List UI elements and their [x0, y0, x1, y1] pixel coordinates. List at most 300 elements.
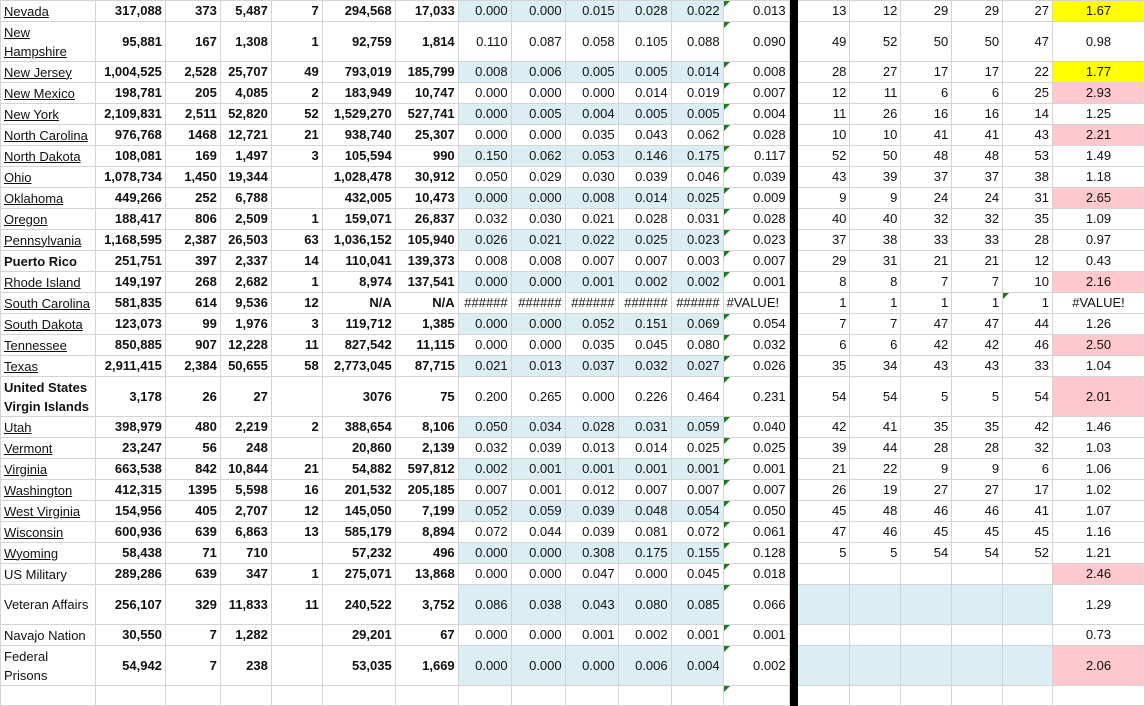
col4-cell[interactable]: 432,005 — [322, 188, 395, 209]
average-cell[interactable]: 0.026 — [723, 356, 789, 377]
ratio1-cell[interactable]: 0.050 — [458, 167, 511, 188]
ratio4-cell[interactable]: 0.043 — [618, 125, 671, 146]
col3-cell[interactable]: 21 — [271, 459, 322, 480]
region-name[interactable]: Puerto Rico — [4, 253, 77, 269]
rank1-cell[interactable]: 49 — [797, 22, 850, 62]
rank4-cell[interactable]: 45 — [952, 522, 1003, 543]
total-cell[interactable]: 412,315 — [95, 480, 165, 501]
rank2-cell[interactable]: 8 — [850, 272, 901, 293]
region-name-cell[interactable] — [1, 230, 96, 251]
col3-cell[interactable] — [271, 438, 322, 459]
rank5-cell[interactable] — [1003, 646, 1053, 686]
col5-cell[interactable]: 26,837 — [395, 209, 458, 230]
region-name-cell[interactable] — [1, 1, 96, 22]
region-name[interactable]: New Mexico — [4, 85, 75, 101]
col3-cell[interactable]: 1 — [271, 564, 322, 585]
rank5-cell[interactable]: 32 — [1003, 438, 1053, 459]
rank2-cell[interactable]: 12 — [850, 1, 901, 22]
col2-cell[interactable]: 2,337 — [220, 251, 271, 272]
average-cell[interactable]: 0.039 — [723, 167, 789, 188]
score-cell[interactable]: 0.97 — [1052, 230, 1144, 251]
rank3-cell[interactable]: 37 — [901, 167, 952, 188]
rank1-cell[interactable]: 28 — [797, 62, 850, 83]
rank5-cell[interactable]: 47 — [1003, 22, 1053, 62]
rank4-cell[interactable]: 32 — [952, 209, 1003, 230]
score-cell[interactable]: 1.02 — [1052, 480, 1144, 501]
col4-cell[interactable]: 585,179 — [322, 522, 395, 543]
col4-cell[interactable]: 275,071 — [322, 564, 395, 585]
rank1-cell[interactable]: 11 — [797, 104, 850, 125]
average-cell[interactable]: 0.001 — [723, 272, 789, 293]
rank5-cell[interactable]: 43 — [1003, 125, 1053, 146]
rank4-cell[interactable] — [952, 564, 1003, 585]
rank3-cell[interactable]: 42 — [901, 335, 952, 356]
score-cell[interactable]: 1.49 — [1052, 146, 1144, 167]
col5-cell[interactable]: 139,373 — [395, 251, 458, 272]
ratio3-cell[interactable]: 0.001 — [565, 272, 618, 293]
rank5-cell[interactable]: 38 — [1003, 167, 1053, 188]
score-cell[interactable]: 1.16 — [1052, 522, 1144, 543]
ratio1-cell[interactable]: 0.000 — [458, 646, 511, 686]
rank1-cell[interactable]: 7 — [797, 314, 850, 335]
ratio3-cell[interactable]: 0.022 — [565, 230, 618, 251]
col1-cell[interactable]: 169 — [165, 146, 220, 167]
ratio5-cell[interactable]: 0.003 — [671, 251, 723, 272]
col5-cell[interactable]: 496 — [395, 543, 458, 564]
rank3-cell[interactable] — [901, 686, 952, 706]
rank3-cell[interactable] — [901, 646, 952, 686]
region-name[interactable]: Nevada — [4, 3, 49, 19]
rank1-cell[interactable] — [797, 686, 850, 706]
rank4-cell[interactable]: 37 — [952, 167, 1003, 188]
total-cell[interactable]: 289,286 — [95, 564, 165, 585]
rank5-cell[interactable] — [1003, 686, 1053, 706]
col5-cell[interactable]: 185,799 — [395, 62, 458, 83]
col2-cell[interactable]: 710 — [220, 543, 271, 564]
score-cell[interactable]: 2.65 — [1052, 188, 1144, 209]
col5-cell[interactable]: 25,307 — [395, 125, 458, 146]
score-cell[interactable]: 1.03 — [1052, 438, 1144, 459]
rank3-cell[interactable]: 28 — [901, 438, 952, 459]
rank5-cell[interactable]: 45 — [1003, 522, 1053, 543]
average-cell[interactable]: #VALUE! — [723, 293, 789, 314]
score-cell[interactable]: 2.50 — [1052, 335, 1144, 356]
col2-cell[interactable]: 2,219 — [220, 417, 271, 438]
col3-cell[interactable]: 3 — [271, 314, 322, 335]
ratio3-cell[interactable]: 0.037 — [565, 356, 618, 377]
rank5-cell[interactable] — [1003, 625, 1053, 646]
region-name[interactable]: Oregon — [4, 211, 48, 227]
col3-cell[interactable] — [271, 188, 322, 209]
col1-cell[interactable]: 1,450 — [165, 167, 220, 188]
average-cell[interactable]: 0.007 — [723, 480, 789, 501]
rank3-cell[interactable]: 48 — [901, 146, 952, 167]
average-cell[interactable]: 0.061 — [723, 522, 789, 543]
col3-cell[interactable]: 16 — [271, 480, 322, 501]
ratio3-cell[interactable]: 0.030 — [565, 167, 618, 188]
col3-cell[interactable]: 1 — [271, 272, 322, 293]
rank3-cell[interactable]: 1 — [901, 293, 952, 314]
rank2-cell[interactable] — [850, 625, 901, 646]
score-cell[interactable]: 1.25 — [1052, 104, 1144, 125]
col5-cell[interactable]: 10,473 — [395, 188, 458, 209]
rank5-cell[interactable]: 14 — [1003, 104, 1053, 125]
col4-cell[interactable]: 53,035 — [322, 646, 395, 686]
region-name[interactable]: Vermont — [4, 440, 53, 456]
col4-cell[interactable]: 2,773,045 — [322, 356, 395, 377]
ratio5-cell[interactable]: 0.072 — [671, 522, 723, 543]
rank5-cell[interactable]: 42 — [1003, 417, 1053, 438]
rank1-cell[interactable]: 10 — [797, 125, 850, 146]
region-name[interactable]: Utah — [4, 419, 32, 435]
col5-cell[interactable]: 10,747 — [395, 83, 458, 104]
ratio5-cell[interactable]: ###### — [671, 293, 723, 314]
region-name[interactable]: Washington — [4, 482, 73, 498]
ratio5-cell[interactable]: 0.155 — [671, 543, 723, 564]
rank4-cell[interactable]: 5 — [952, 377, 1003, 417]
col1-cell[interactable]: 205 — [165, 83, 220, 104]
ratio4-cell[interactable]: 0.032 — [618, 356, 671, 377]
score-cell[interactable]: 1.21 — [1052, 543, 1144, 564]
rank3-cell[interactable]: 50 — [901, 22, 952, 62]
region-name[interactable]: West Virginia — [4, 503, 81, 519]
col1-cell[interactable]: 56 — [165, 438, 220, 459]
ratio5-cell[interactable]: 0.002 — [671, 272, 723, 293]
region-name[interactable]: New York — [4, 106, 59, 122]
score-cell[interactable]: 1.09 — [1052, 209, 1144, 230]
average-cell[interactable]: 0.090 — [723, 22, 789, 62]
rank3-cell[interactable]: 5 — [901, 377, 952, 417]
col4-cell[interactable]: 240,522 — [322, 585, 395, 625]
average-cell[interactable]: 0.025 — [723, 438, 789, 459]
ratio1-cell[interactable]: 0.000 — [458, 564, 511, 585]
ratio3-cell[interactable]: 0.012 — [565, 480, 618, 501]
col3-cell[interactable]: 12 — [271, 293, 322, 314]
col5-cell[interactable]: 2,139 — [395, 438, 458, 459]
rank3-cell[interactable]: 45 — [901, 522, 952, 543]
col1-cell[interactable]: 268 — [165, 272, 220, 293]
rank2-cell[interactable]: 39 — [850, 167, 901, 188]
rank1-cell[interactable]: 37 — [797, 230, 850, 251]
region-name-cell[interactable] — [1, 104, 96, 125]
ratio2-cell[interactable]: 0.000 — [511, 125, 565, 146]
total-cell[interactable]: 198,781 — [95, 83, 165, 104]
ratio2-cell[interactable]: 0.000 — [511, 1, 565, 22]
average-cell[interactable]: 0.028 — [723, 209, 789, 230]
region-name-cell[interactable] — [1, 646, 96, 686]
col2-cell[interactable]: 248 — [220, 438, 271, 459]
score-cell[interactable]: 0.43 — [1052, 251, 1144, 272]
ratio3-cell[interactable]: 0.035 — [565, 125, 618, 146]
average-cell[interactable]: 0.008 — [723, 62, 789, 83]
average-cell[interactable]: 0.117 — [723, 146, 789, 167]
rank2-cell[interactable] — [850, 686, 901, 706]
col5-cell[interactable]: 990 — [395, 146, 458, 167]
ratio1-cell[interactable]: 0.002 — [458, 459, 511, 480]
rank2-cell[interactable]: 5 — [850, 543, 901, 564]
total-cell[interactable]: 149,197 — [95, 272, 165, 293]
ratio4-cell[interactable]: 0.151 — [618, 314, 671, 335]
average-cell[interactable]: 0.002 — [723, 646, 789, 686]
ratio5-cell[interactable]: 0.014 — [671, 62, 723, 83]
total-cell[interactable]: 2,109,831 — [95, 104, 165, 125]
ratio4-cell[interactable]: 0.000 — [618, 564, 671, 585]
rank1-cell[interactable]: 54 — [797, 377, 850, 417]
col2-cell[interactable]: 6,788 — [220, 188, 271, 209]
col4-cell[interactable]: 294,568 — [322, 1, 395, 22]
rank4-cell[interactable]: 35 — [952, 417, 1003, 438]
region-name-cell[interactable] — [1, 501, 96, 522]
total-cell[interactable]: 1,004,525 — [95, 62, 165, 83]
region-name[interactable]: Veteran Affairs — [4, 597, 89, 612]
score-cell[interactable]: 1.06 — [1052, 459, 1144, 480]
ratio2-cell[interactable] — [511, 686, 565, 706]
average-cell[interactable]: 0.007 — [723, 251, 789, 272]
ratio4-cell[interactable]: 0.031 — [618, 417, 671, 438]
rank5-cell[interactable] — [1003, 585, 1053, 625]
ratio5-cell[interactable]: 0.004 — [671, 646, 723, 686]
col3-cell[interactable]: 58 — [271, 356, 322, 377]
total-cell[interactable]: 54,942 — [95, 646, 165, 686]
col4-cell[interactable]: 1,036,152 — [322, 230, 395, 251]
score-cell[interactable]: 0.98 — [1052, 22, 1144, 62]
average-cell[interactable]: 0.054 — [723, 314, 789, 335]
col1-cell[interactable]: 167 — [165, 22, 220, 62]
total-cell[interactable]: 23,247 — [95, 438, 165, 459]
ratio3-cell[interactable]: 0.039 — [565, 522, 618, 543]
col5-cell[interactable]: 137,541 — [395, 272, 458, 293]
col5-cell[interactable]: 1,385 — [395, 314, 458, 335]
rank2-cell[interactable]: 22 — [850, 459, 901, 480]
ratio2-cell[interactable]: 0.000 — [511, 272, 565, 293]
col1-cell[interactable]: 2,387 — [165, 230, 220, 251]
rank3-cell[interactable]: 27 — [901, 480, 952, 501]
total-cell[interactable]: 1,168,595 — [95, 230, 165, 251]
ratio2-cell[interactable]: 0.013 — [511, 356, 565, 377]
total-cell[interactable]: 95,881 — [95, 22, 165, 62]
rank3-cell[interactable]: 46 — [901, 501, 952, 522]
rank5-cell[interactable]: 41 — [1003, 501, 1053, 522]
rank3-cell[interactable]: 32 — [901, 209, 952, 230]
rank5-cell[interactable]: 28 — [1003, 230, 1053, 251]
rank5-cell[interactable] — [1003, 564, 1053, 585]
average-cell[interactable]: 0.040 — [723, 417, 789, 438]
ratio1-cell[interactable]: 0.000 — [458, 83, 511, 104]
score-cell[interactable]: 1.26 — [1052, 314, 1144, 335]
col3-cell[interactable] — [271, 686, 322, 706]
ratio4-cell[interactable]: 0.014 — [618, 188, 671, 209]
ratio1-cell[interactable]: ###### — [458, 293, 511, 314]
ratio3-cell[interactable]: 0.053 — [565, 146, 618, 167]
region-name-cell[interactable] — [1, 188, 96, 209]
ratio2-cell[interactable]: 0.000 — [511, 564, 565, 585]
rank4-cell[interactable]: 9 — [952, 459, 1003, 480]
ratio4-cell[interactable]: 0.028 — [618, 209, 671, 230]
ratio2-cell[interactable]: 0.001 — [511, 459, 565, 480]
ratio2-cell[interactable]: 0.005 — [511, 104, 565, 125]
rank4-cell[interactable]: 46 — [952, 501, 1003, 522]
col1-cell[interactable]: 2,511 — [165, 104, 220, 125]
col5-cell[interactable]: 3,752 — [395, 585, 458, 625]
col2-cell[interactable]: 347 — [220, 564, 271, 585]
region-name-cell[interactable] — [1, 209, 96, 230]
rank4-cell[interactable]: 1 — [952, 293, 1003, 314]
rank5-cell[interactable]: 54 — [1003, 377, 1053, 417]
col5-cell[interactable]: 8,106 — [395, 417, 458, 438]
col3-cell[interactable]: 14 — [271, 251, 322, 272]
region-name-cell[interactable] — [1, 564, 96, 585]
ratio3-cell[interactable]: 0.000 — [565, 377, 618, 417]
col1-cell[interactable]: 7 — [165, 646, 220, 686]
col5-cell[interactable]: N/A — [395, 293, 458, 314]
ratio5-cell[interactable]: 0.085 — [671, 585, 723, 625]
rank2-cell[interactable]: 27 — [850, 62, 901, 83]
rank5-cell[interactable]: 35 — [1003, 209, 1053, 230]
rank3-cell[interactable]: 17 — [901, 62, 952, 83]
col2-cell[interactable]: 12,721 — [220, 125, 271, 146]
ratio2-cell[interactable]: 0.000 — [511, 314, 565, 335]
ratio2-cell[interactable]: 0.265 — [511, 377, 565, 417]
region-name-cell[interactable] — [1, 167, 96, 188]
rank1-cell[interactable] — [797, 585, 850, 625]
region-name-cell[interactable] — [1, 459, 96, 480]
region-name-cell[interactable] — [1, 146, 96, 167]
ratio4-cell[interactable] — [618, 686, 671, 706]
col4-cell[interactable]: 1,028,478 — [322, 167, 395, 188]
ratio1-cell[interactable]: 0.000 — [458, 625, 511, 646]
rank1-cell[interactable]: 21 — [797, 459, 850, 480]
ratio2-cell[interactable]: 0.000 — [511, 543, 565, 564]
col5-cell[interactable]: 1,669 — [395, 646, 458, 686]
rank2-cell[interactable]: 6 — [850, 335, 901, 356]
rank5-cell[interactable]: 22 — [1003, 62, 1053, 83]
col4-cell[interactable]: 388,654 — [322, 417, 395, 438]
rank1-cell[interactable]: 42 — [797, 417, 850, 438]
ratio3-cell[interactable]: 0.013 — [565, 438, 618, 459]
ratio4-cell[interactable]: 0.002 — [618, 272, 671, 293]
col3-cell[interactable] — [271, 646, 322, 686]
region-name-cell[interactable] — [1, 272, 96, 293]
rank2-cell[interactable]: 52 — [850, 22, 901, 62]
col5-cell[interactable]: 527,741 — [395, 104, 458, 125]
score-cell[interactable]: 1.04 — [1052, 356, 1144, 377]
score-cell[interactable]: 1.46 — [1052, 417, 1144, 438]
average-cell[interactable]: 0.028 — [723, 125, 789, 146]
ratio5-cell[interactable]: 0.175 — [671, 146, 723, 167]
col1-cell[interactable]: 7 — [165, 625, 220, 646]
col1-cell[interactable]: 639 — [165, 564, 220, 585]
ratio1-cell[interactable]: 0.000 — [458, 335, 511, 356]
rank4-cell[interactable]: 7 — [952, 272, 1003, 293]
col4-cell[interactable]: 201,532 — [322, 480, 395, 501]
rank4-cell[interactable] — [952, 686, 1003, 706]
col2-cell[interactable]: 1,497 — [220, 146, 271, 167]
col2-cell[interactable]: 5,487 — [220, 1, 271, 22]
col1-cell[interactable]: 907 — [165, 335, 220, 356]
score-cell[interactable]: 1.67 — [1052, 1, 1144, 22]
col2-cell[interactable]: 238 — [220, 646, 271, 686]
region-name-cell[interactable] — [1, 480, 96, 501]
rank4-cell[interactable]: 33 — [952, 230, 1003, 251]
average-cell[interactable]: 0.001 — [723, 459, 789, 480]
ratio5-cell[interactable]: 0.046 — [671, 167, 723, 188]
rank5-cell[interactable]: 6 — [1003, 459, 1053, 480]
total-cell[interactable]: 30,550 — [95, 625, 165, 646]
rank5-cell[interactable]: 53 — [1003, 146, 1053, 167]
ratio3-cell[interactable]: 0.039 — [565, 501, 618, 522]
region-name[interactable]: New Jersey — [4, 64, 72, 80]
ratio4-cell[interactable]: 0.014 — [618, 83, 671, 104]
region-name[interactable]: Tennessee — [4, 337, 67, 353]
col3-cell[interactable]: 1 — [271, 22, 322, 62]
col5-cell[interactable]: 7,199 — [395, 501, 458, 522]
ratio4-cell[interactable]: 0.045 — [618, 335, 671, 356]
rank4-cell[interactable]: 43 — [952, 356, 1003, 377]
ratio1-cell[interactable] — [458, 686, 511, 706]
col4-cell[interactable]: 938,740 — [322, 125, 395, 146]
ratio1-cell[interactable]: 0.086 — [458, 585, 511, 625]
total-cell[interactable]: 398,979 — [95, 417, 165, 438]
total-cell[interactable]: 58,438 — [95, 543, 165, 564]
col2-cell[interactable]: 12,228 — [220, 335, 271, 356]
rank4-cell[interactable]: 24 — [952, 188, 1003, 209]
ratio2-cell[interactable]: 0.000 — [511, 646, 565, 686]
ratio1-cell[interactable]: 0.200 — [458, 377, 511, 417]
ratio3-cell[interactable]: 0.001 — [565, 459, 618, 480]
rank4-cell[interactable]: 54 — [952, 543, 1003, 564]
ratio4-cell[interactable]: 0.007 — [618, 251, 671, 272]
ratio5-cell[interactable]: 0.007 — [671, 480, 723, 501]
ratio5-cell[interactable]: 0.023 — [671, 230, 723, 251]
ratio5-cell[interactable]: 0.025 — [671, 438, 723, 459]
region-name[interactable]: North Dakota — [4, 148, 81, 164]
rank1-cell[interactable] — [797, 625, 850, 646]
col2-cell[interactable]: 10,844 — [220, 459, 271, 480]
total-cell[interactable]: 581,835 — [95, 293, 165, 314]
col3-cell[interactable]: 2 — [271, 417, 322, 438]
ratio5-cell[interactable] — [671, 686, 723, 706]
ratio2-cell[interactable]: 0.000 — [511, 625, 565, 646]
rank3-cell[interactable]: 47 — [901, 314, 952, 335]
ratio5-cell[interactable]: 0.031 — [671, 209, 723, 230]
region-name[interactable]: Oklahoma — [4, 190, 64, 206]
ratio1-cell[interactable]: 0.000 — [458, 1, 511, 22]
ratio1-cell[interactable]: 0.000 — [458, 314, 511, 335]
rank5-cell[interactable]: 33 — [1003, 356, 1053, 377]
rank4-cell[interactable]: 27 — [952, 480, 1003, 501]
ratio4-cell[interactable]: 0.007 — [618, 480, 671, 501]
average-cell[interactable]: 0.128 — [723, 543, 789, 564]
score-cell[interactable]: 2.21 — [1052, 125, 1144, 146]
region-name[interactable]: Ohio — [4, 169, 32, 185]
ratio3-cell[interactable]: 0.007 — [565, 251, 618, 272]
rank2-cell[interactable] — [850, 564, 901, 585]
region-name-cell[interactable] — [1, 22, 96, 62]
rank5-cell[interactable]: 44 — [1003, 314, 1053, 335]
average-cell[interactable]: 0.001 — [723, 625, 789, 646]
rank3-cell[interactable]: 24 — [901, 188, 952, 209]
ratio5-cell[interactable]: 0.022 — [671, 1, 723, 22]
col1-cell[interactable]: 639 — [165, 522, 220, 543]
ratio3-cell[interactable] — [565, 686, 618, 706]
rank4-cell[interactable]: 28 — [952, 438, 1003, 459]
region-name-cell[interactable] — [1, 522, 96, 543]
ratio1-cell[interactable]: 0.032 — [458, 209, 511, 230]
region-name-cell[interactable] — [1, 335, 96, 356]
region-name[interactable]: New Hampshire — [4, 24, 67, 59]
rank1-cell[interactable]: 29 — [797, 251, 850, 272]
col4-cell[interactable]: 57,232 — [322, 543, 395, 564]
